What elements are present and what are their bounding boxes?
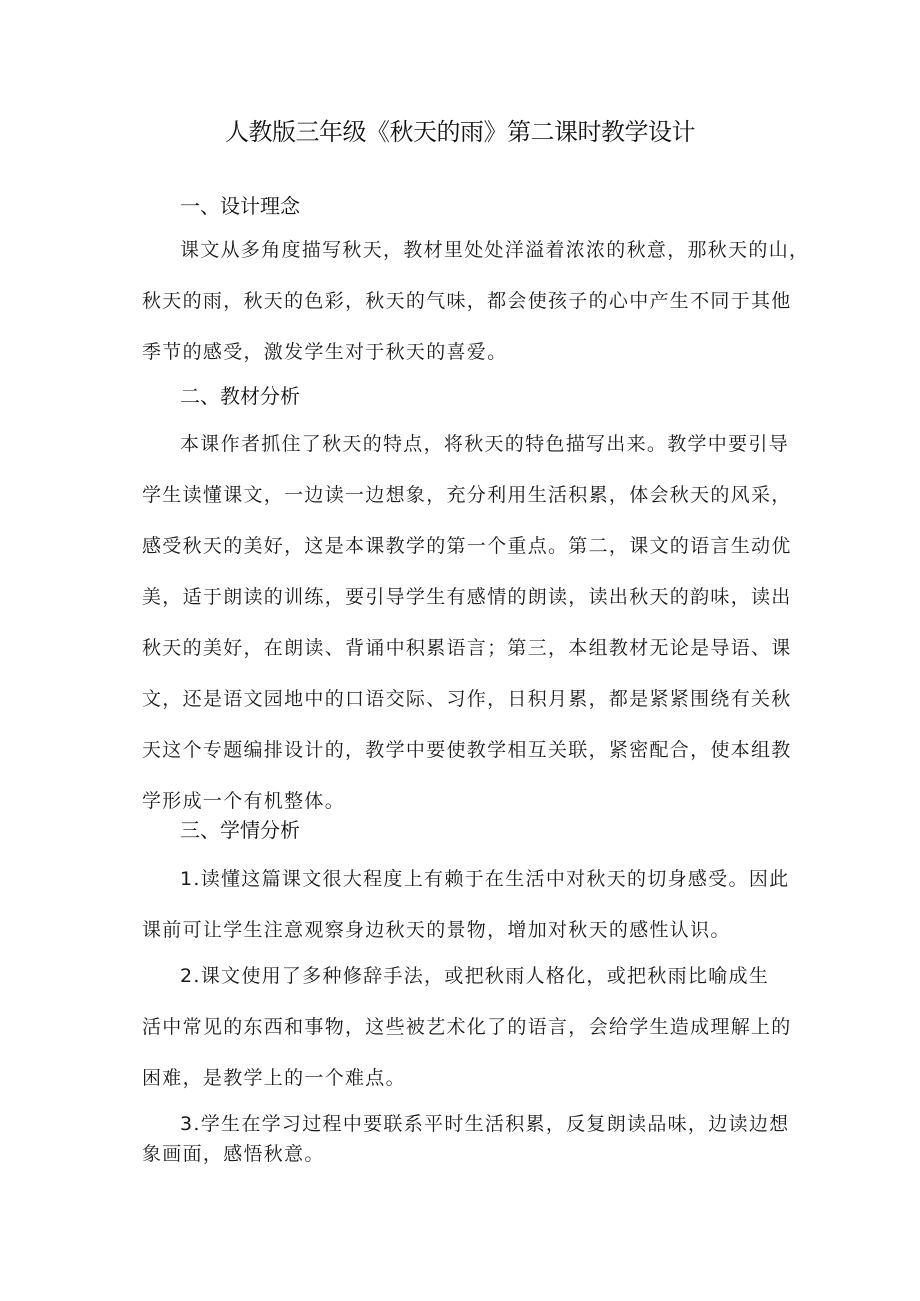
paragraph-line: 本课作者抓住了秋天的特点，将秋天的特色描写出来。教学中要引导 (180, 433, 790, 455)
paragraph-design-concept (142, 225, 810, 378)
list-item-2 (142, 951, 792, 1104)
paragraph-line: 秋天的雨，秋天的色彩，秋天的气味，都会使孩子的心中产生不同于其他 (142, 290, 792, 312)
list-item-3 (142, 1109, 790, 1169)
paragraph-line: .课文使用了多种修辞手法，或把秋雨人格化，或把秋雨比喻成生 (193, 965, 770, 987)
paragraph-line: 天这个专题编排设计的，教学中要使教学相互关联，紧密配合，使本组教 (142, 739, 792, 761)
paragraph-material-analysis (142, 419, 792, 827)
paragraph-line: 文，还是语文园地中的口语交际、习作，日积月累，都是紧紧围绕有关秋 (142, 688, 792, 710)
paragraph-line: 象画面，感悟秋意。 (142, 1143, 325, 1165)
paragraph-line: 课前可让学生注意观察身边秋天的景物，增加对秋天的感性认识。 (142, 919, 731, 941)
paragraph-line: 课文从多角度描写秋天，教材里处处洋溢着浓浓的秋意，那秋天的山， (180, 239, 810, 261)
paragraph-line: .学生在学习过程中要联系平时生活积累，反复朗读品味，边读边想 (193, 1113, 790, 1135)
list-item-1 (142, 854, 790, 956)
paragraph-line: 季节的感受，激发学生对于秋天的喜爱。 (142, 341, 508, 363)
list-number: 3 (180, 1113, 194, 1135)
paragraph-line: 秋天的美好，在朗读、背诵中积累语言；第三，本组教材无论是导语、课 (142, 637, 792, 659)
paragraph-line: 学形成一个有机整体。 (142, 790, 346, 812)
paragraph-line: 美，适于朗读的训练，要引导学生有感情的朗读，读出秋天的韵味，读出 (142, 586, 792, 608)
list-number: 1 (180, 868, 194, 890)
paragraph-line: .读懂这篇课文很大程度上有赖于在生活中对秋天的切身感受。因此 (193, 868, 790, 890)
document-title: 人教版三年级《秋天的雨》第二课时教学设计 (225, 118, 695, 146)
paragraph-line: 困难，是教学上的一个难点。 (142, 1067, 406, 1089)
paragraph-line: 感受秋天的美好，这是本课教学的第一个重点。第二，课文的语言生动优 (142, 535, 792, 557)
paragraph-line: 活中常见的东西和事物，这些被艺术化了的语言，会给学生造成理解上的 (142, 1016, 792, 1038)
paragraph-line: 学生读懂课文，一边读一边想象，充分利用生活积累，体会秋天的风采， (142, 484, 792, 506)
section-heading-material-analysis: 二、教材分析 (180, 384, 300, 408)
section-heading-learner-analysis: 三、学情分析 (180, 818, 300, 842)
section-heading-design-concept: 一、设计理念 (180, 194, 300, 218)
list-number: 2 (180, 965, 194, 987)
